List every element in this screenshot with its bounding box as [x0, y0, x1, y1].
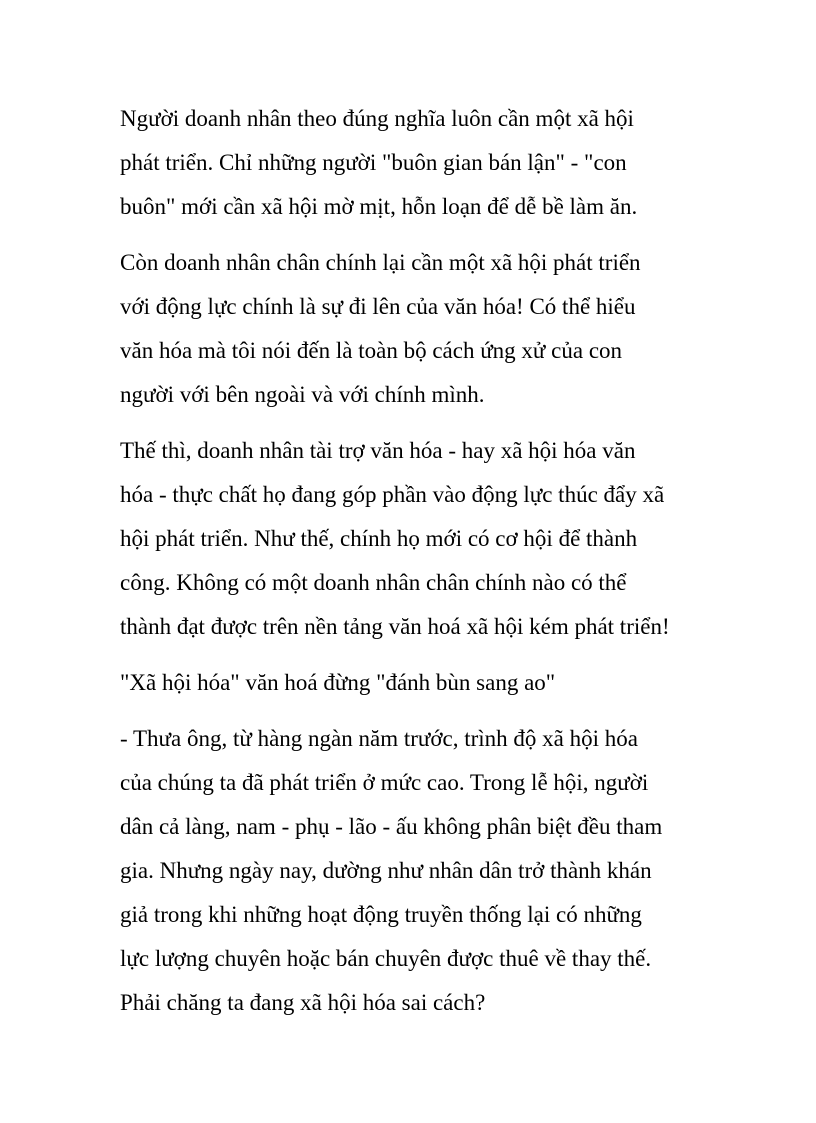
text-line: thành đạt được trên nền tảng văn hoá xã hội kém phát triển! — [120, 614, 670, 639]
text-line: với động lực chính là sự đi lên của văn hóa! Có thể hiểu — [120, 294, 636, 319]
text-line: hội phát triển. Như thế, chính họ mới có cơ hội để thành — [120, 526, 638, 551]
text-line: Phải chăng ta đang xã hội hóa sai cách? — [120, 990, 486, 1015]
paragraph-culture — [120, 241, 710, 417]
text-line: dân cả làng, nam - phụ - lão - ấu không phân biệt đều tham — [120, 814, 663, 839]
text-line: công. Không có một doanh nhân chân chính nào có thể — [120, 570, 627, 595]
text-line: người với bên ngoài và với chính mình. — [120, 382, 485, 407]
text-line: Thế thì, doanh nhân tài trợ văn hóa - hay xã hội hóa văn — [120, 438, 636, 463]
text-line: gia. Nhưng ngày nay, dường như nhân dân trở thành khán — [120, 858, 652, 883]
text-line: lực lượng chuyên hoặc bán chuyên được thuê về thay thế. — [120, 946, 652, 971]
text-line: của chúng ta đã phát triển ở mức cao. Trong lễ hội, người — [120, 770, 649, 795]
text-line: giả trong khi những hoạt động truyền thống lại có những — [120, 902, 642, 927]
text-line: hóa - thực chất họ đang góp phần vào động lực thúc đẩy xã — [120, 482, 665, 507]
text-line: Còn doanh nhân chân chính lại cần một xã hội phát triển — [120, 250, 641, 275]
text-line: - Thưa ông, từ hàng ngàn năm trước, trình độ xã hội hóa — [120, 726, 638, 751]
text-line: văn hóa mà tôi nói đến là toàn bộ cách ứng xử của con — [120, 338, 623, 363]
text-line: phát triển. Chỉ những người "buôn gian bán lận" - "con — [120, 150, 627, 175]
paragraph-question — [120, 717, 710, 1025]
paragraph-intro — [120, 97, 710, 229]
document-body — [120, 97, 710, 1037]
heading-line: "Xã hội hóa" văn hoá đừng "đánh bùn sang ao" — [120, 670, 556, 695]
text-line: Người doanh nhân theo đúng nghĩa luôn cần một xã hội — [120, 106, 634, 131]
section-heading — [120, 661, 710, 705]
text-line: buôn" mới cần xã hội mờ mịt, hỗn loạn để dễ bề làm ăn. — [120, 194, 638, 219]
paragraph-sponsorship — [120, 429, 710, 649]
